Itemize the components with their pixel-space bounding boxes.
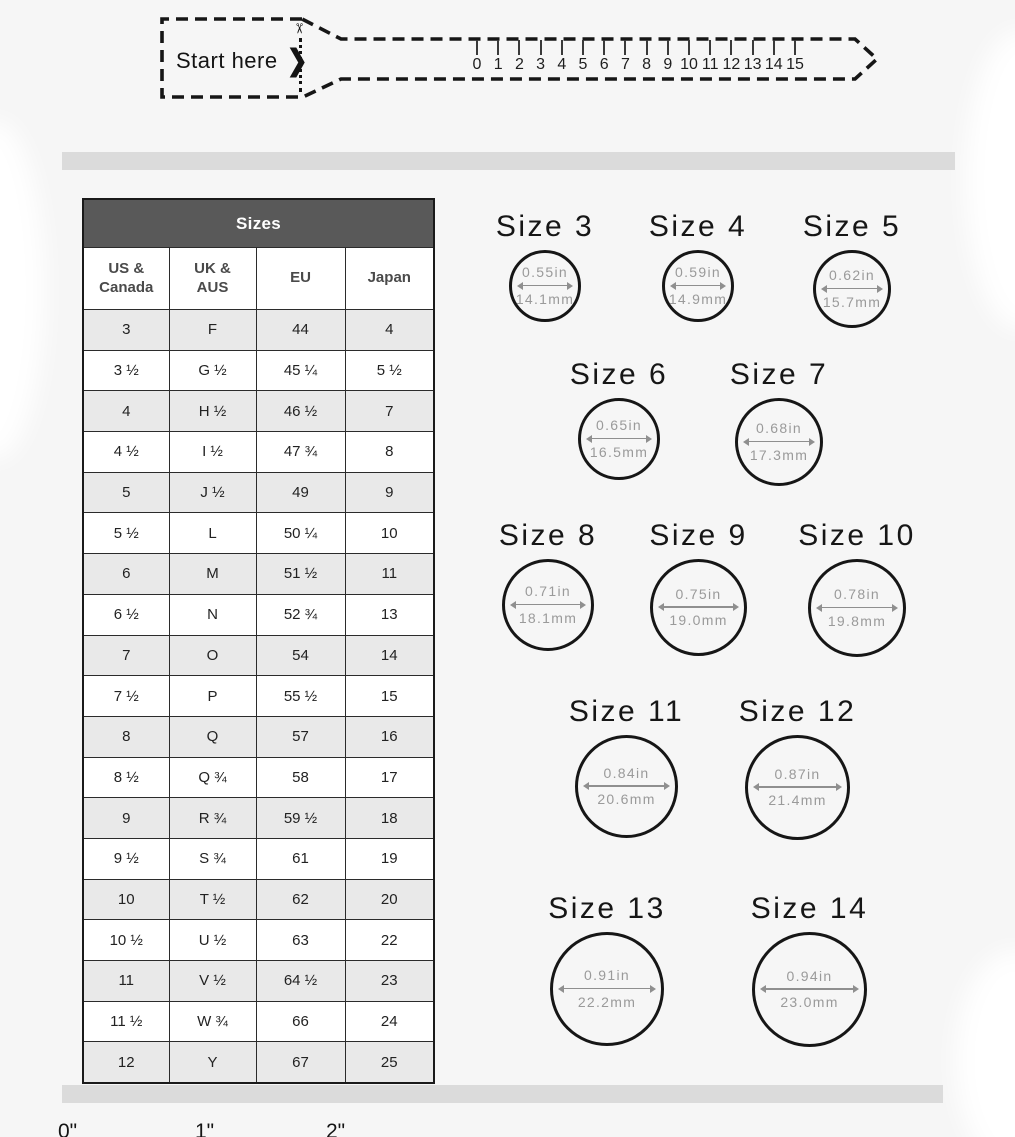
size-cell: 58 [256, 757, 345, 798]
table-row [83, 635, 434, 676]
ring-circle [662, 250, 734, 322]
size-cell: 24 [345, 1001, 434, 1042]
column-header-us-canada: US & Canada [83, 248, 169, 310]
ruler-tick-label: 3 [536, 56, 546, 73]
ring-size-title: Size 5 [802, 210, 902, 243]
ring-size-title: Size 4 [648, 210, 748, 243]
size-cell: R ¾ [169, 798, 256, 839]
size-cell: F [169, 310, 256, 351]
ring-size-item [729, 358, 829, 486]
ring-size-item [650, 519, 747, 656]
ring-size-item [798, 519, 916, 657]
size-cell: S ¾ [169, 838, 256, 879]
size-cell: 11 ½ [83, 1001, 169, 1042]
size-cell: 23 [345, 961, 434, 1002]
diameter-arrow-icon [558, 985, 656, 993]
table-row [83, 310, 434, 351]
size-cell: 17 [345, 757, 434, 798]
diameter-inches: 0.62in [829, 267, 875, 284]
ring-size-title: Size 3 [495, 210, 595, 243]
ring-size-item [498, 519, 598, 651]
table-title: Sizes [83, 199, 434, 248]
ring-size-title: Size 13 [548, 892, 666, 925]
table-title-row [83, 199, 434, 248]
size-cell: 9 ½ [83, 838, 169, 879]
inch-ruler-label: 2" [326, 1120, 346, 1137]
ring-circle [813, 250, 891, 328]
diameter-mm: 18.1mm [518, 609, 578, 626]
size-cell: 44 [256, 310, 345, 351]
ruler-tick [603, 40, 605, 55]
ring-size-title: Size 12 [738, 695, 857, 728]
ring-size-title: Size 11 [568, 695, 685, 728]
ring-circle [578, 398, 660, 480]
table-row [83, 594, 434, 635]
ruler-tick-label: 5 [578, 56, 588, 73]
size-cell: 6 ½ [83, 594, 169, 635]
ruler-tick-label: 14 [764, 56, 783, 73]
size-cell: 7 ½ [83, 676, 169, 717]
column-header-uk-aus: UK & AUS [169, 248, 256, 310]
diameter-arrow-icon [816, 604, 898, 612]
divider-bar [62, 152, 955, 170]
size-cell: 10 [83, 879, 169, 920]
table-row [83, 1001, 434, 1042]
ruler-tick [794, 40, 796, 55]
size-cell: 12 [83, 1042, 169, 1083]
ruler-tick-label: 10 [680, 56, 698, 73]
table-row [83, 920, 434, 961]
size-cell: 55 ½ [256, 676, 345, 717]
diameter-inches: 0.75in [675, 585, 722, 602]
size-cell: 8 ½ [83, 757, 169, 798]
size-cell: 5 [83, 472, 169, 513]
table-header-row [83, 248, 434, 310]
size-cell: 10 [345, 513, 434, 554]
size-cell: 10 ½ [83, 920, 169, 961]
table-row [83, 757, 434, 798]
diameter-arrow-icon [510, 601, 586, 609]
size-cell: 15 [345, 676, 434, 717]
ring-circle [509, 250, 581, 322]
ruler-tick-label: 1 [493, 56, 503, 73]
table-row [83, 676, 434, 717]
size-cell: L [169, 513, 256, 554]
size-cell: 25 [345, 1042, 434, 1083]
size-cell: N [169, 594, 256, 635]
ruler-tick-label: 11 [701, 56, 719, 73]
ruler-tick [688, 40, 690, 55]
size-cell: 11 [83, 961, 169, 1002]
size-cell: 4 ½ [83, 432, 169, 473]
inch-ruler-label: 0" [58, 1120, 78, 1137]
background-artifact [0, 120, 45, 460]
column-header-eu: EU [256, 248, 345, 310]
ring-size-item [802, 210, 902, 328]
ruler-tick [646, 40, 648, 55]
column-header-japan: Japan [345, 248, 434, 310]
ruler-tick [497, 40, 499, 55]
diameter-mm: 14.9mm [668, 290, 728, 307]
table-row [83, 350, 434, 391]
size-cell: O [169, 635, 256, 676]
ruler-tick [518, 40, 520, 55]
cut-line [299, 38, 302, 92]
size-cell: J ½ [169, 472, 256, 513]
ruler-tick-label: 8 [642, 56, 652, 73]
ruler-tick [752, 40, 754, 55]
ring-circle [735, 398, 823, 486]
diameter-mm: 20.6mm [597, 791, 656, 807]
ring-circle [550, 932, 664, 1046]
ruler-tick [624, 40, 626, 55]
diameter-mm: 21.4mm [768, 792, 827, 808]
ring-size-title: Size 14 [750, 892, 869, 925]
ring-size-item [569, 358, 669, 480]
size-cell: 18 [345, 798, 434, 839]
size-cell: 4 [345, 310, 434, 351]
size-cell: 22 [345, 920, 434, 961]
ruler-tick [773, 40, 775, 55]
size-cell: 54 [256, 635, 345, 676]
diameter-mm: 19.8mm [827, 612, 887, 629]
ruler-tick-label: 12 [722, 56, 741, 73]
ring-circle [752, 932, 867, 1047]
diameter-inches: 0.94in [786, 967, 833, 984]
ring-size-item [738, 695, 857, 840]
ruler-tick [540, 40, 542, 55]
diameter-arrow-icon [821, 285, 883, 293]
size-cell: 13 [345, 594, 434, 635]
ruler-tick [709, 40, 711, 55]
size-cell: 46 ½ [256, 391, 345, 432]
background-artifact [955, 950, 1015, 1137]
diameter-arrow-icon [743, 438, 815, 446]
diameter-inches: 0.71in [525, 583, 571, 600]
size-cell: W ¾ [169, 1001, 256, 1042]
size-cell: 6 [83, 554, 169, 595]
table-row [83, 554, 434, 595]
table-row [83, 391, 434, 432]
size-cell: G ½ [169, 350, 256, 391]
diameter-inches: 0.59in [675, 264, 721, 281]
ring-size-item [752, 892, 867, 1047]
ring-size-title: Size 8 [498, 519, 598, 552]
table-row [83, 1042, 434, 1083]
size-cell: 67 [256, 1042, 345, 1083]
size-cell: 5 ½ [83, 513, 169, 554]
diameter-arrow-icon [517, 282, 573, 290]
diameter-arrow-icon [658, 603, 739, 611]
size-cell: M [169, 554, 256, 595]
size-cell: 59 ½ [256, 798, 345, 839]
size-cell: 52 ¾ [256, 594, 345, 635]
table-row [83, 798, 434, 839]
size-cell: 51 ½ [256, 554, 345, 595]
size-cell: I ½ [169, 432, 256, 473]
ring-circle [502, 559, 594, 651]
size-cell: 66 [256, 1001, 345, 1042]
size-cell: P [169, 676, 256, 717]
diameter-mm: 15.7mm [822, 293, 882, 310]
diameter-mm: 16.5mm [589, 443, 649, 460]
ruler-tick [476, 40, 478, 55]
ring-size-item [495, 210, 595, 322]
scissors-icon: ✂ [291, 22, 308, 35]
size-cell: 63 [256, 920, 345, 961]
table-row [83, 472, 434, 513]
size-cell: 9 [345, 472, 434, 513]
bottom-inch-ruler [0, 1120, 1015, 1137]
diameter-inches: 0.55in [522, 264, 568, 281]
ruler-tick-label: 4 [557, 56, 567, 73]
size-cell: 45 ¼ [256, 350, 345, 391]
diameter-inches: 0.65in [596, 417, 642, 434]
ring-circle [808, 559, 906, 657]
ring-circle [575, 735, 678, 838]
size-cell: Q ¾ [169, 757, 256, 798]
ring-circle [650, 559, 747, 656]
start-here-label: Start here [176, 48, 278, 73]
table-row [83, 838, 434, 879]
size-cell: 11 [345, 554, 434, 595]
size-cell: Q [169, 716, 256, 757]
diameter-inches: 0.68in [756, 420, 802, 437]
diameter-inches: 0.78in [834, 586, 880, 603]
diameter-arrow-icon [753, 783, 842, 791]
size-cell: 47 ¾ [256, 432, 345, 473]
start-here-label-group [176, 46, 308, 76]
chevron-right-icon: ❯ [286, 44, 308, 78]
divider-bar [62, 1085, 943, 1103]
size-cell: 49 [256, 472, 345, 513]
diameter-mm: 23.0mm [780, 994, 839, 1010]
ruler-tick-label: 9 [663, 56, 673, 73]
ring-size-title: Size 6 [569, 358, 669, 391]
size-cell: Y [169, 1042, 256, 1083]
diameter-mm: 19.0mm [669, 612, 728, 628]
size-cell: 62 [256, 879, 345, 920]
ruler-tick [561, 40, 563, 55]
ruler-tick-label: 6 [599, 56, 609, 73]
size-cell: 7 [83, 635, 169, 676]
inch-ruler-label: 1" [195, 1120, 215, 1137]
table-row [83, 961, 434, 1002]
ring-circle [745, 735, 850, 840]
sizer-ruler [472, 40, 816, 76]
size-cell: 5 ½ [345, 350, 434, 391]
table-row [83, 513, 434, 554]
diameter-arrow-icon [670, 282, 726, 290]
size-cell: 50 ¼ [256, 513, 345, 554]
size-cell: 20 [345, 879, 434, 920]
diameter-arrow-icon [586, 435, 652, 443]
size-cell: 8 [83, 716, 169, 757]
diameter-inches: 0.87in [774, 765, 821, 782]
size-cell: 8 [345, 432, 434, 473]
table-row [83, 432, 434, 473]
ruler-tick-label: 0 [472, 56, 482, 73]
diameter-inches: 0.91in [584, 967, 630, 984]
size-cell: 19 [345, 838, 434, 879]
size-cell: 3 [83, 310, 169, 351]
ring-size-item [648, 210, 748, 322]
ruler-tick-label: 15 [786, 56, 804, 73]
ring-size-title: Size 10 [798, 519, 916, 552]
size-cell: U ½ [169, 920, 256, 961]
ring-size-item [550, 892, 664, 1046]
diameter-mm: 17.3mm [749, 446, 809, 463]
diameter-inches: 0.84in [603, 764, 650, 781]
diameter-mm: 22.2mm [577, 993, 637, 1010]
ring-size-title: Size 7 [729, 358, 829, 391]
size-cell: 16 [345, 716, 434, 757]
size-cell: 14 [345, 635, 434, 676]
size-cell: V ½ [169, 961, 256, 1002]
diameter-mm: 14.1mm [515, 290, 575, 307]
diameter-arrow-icon [760, 985, 859, 993]
size-cell: 61 [256, 838, 345, 879]
diameter-arrow-icon [583, 782, 670, 790]
table-row [83, 879, 434, 920]
size-cell: 57 [256, 716, 345, 757]
ring-size-title: Size 9 [649, 519, 748, 552]
size-cell: 3 ½ [83, 350, 169, 391]
ruler-tick [582, 40, 584, 55]
ring-size-item [568, 695, 685, 838]
ruler-tick [730, 40, 732, 55]
table-row [83, 716, 434, 757]
size-cell: 9 [83, 798, 169, 839]
ruler-tick-label: 2 [514, 56, 524, 73]
size-conversion-table [82, 198, 435, 1084]
ruler-tick-label: 7 [620, 56, 630, 73]
size-cell: 4 [83, 391, 169, 432]
size-cell: T ½ [169, 879, 256, 920]
size-cell: H ½ [169, 391, 256, 432]
ruler-tick-label: 13 [743, 56, 762, 73]
ruler-tick [667, 40, 669, 55]
size-cell: 64 ½ [256, 961, 345, 1002]
size-cell: 7 [345, 391, 434, 432]
